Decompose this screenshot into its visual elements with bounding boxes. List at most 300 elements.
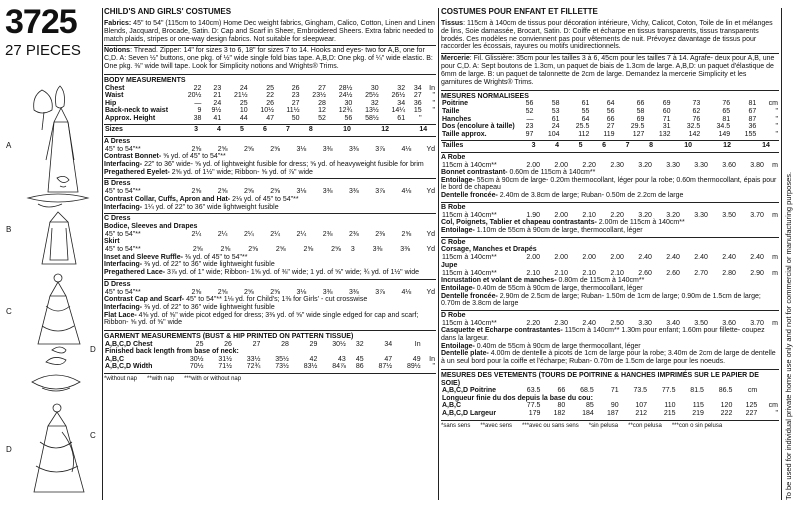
cell-value: 3.80 xyxy=(750,161,764,169)
cell-value: 58 xyxy=(636,107,645,115)
cell-value: 184 xyxy=(582,410,594,417)
cell-value: 84⅞ xyxy=(332,363,346,371)
cell-value: 23 xyxy=(291,92,300,100)
cell-value: 2⅝ xyxy=(401,230,412,238)
mesures-title: MESURES NORMALISEES xyxy=(441,92,529,100)
cell-value: 3.50 xyxy=(694,319,708,327)
cell-value: 115 xyxy=(692,402,704,410)
table-row xyxy=(441,270,779,278)
costume-figures xyxy=(2,82,102,502)
cell-value: 29.5 xyxy=(630,123,645,131)
cell-value: 2.00 xyxy=(526,254,540,262)
sizes-label: Tailles xyxy=(442,142,464,150)
cell-value: 56 xyxy=(344,114,353,122)
cell-value: 23 xyxy=(525,123,534,131)
cell-value: 71 xyxy=(662,115,671,123)
cell-value: 34 xyxy=(397,99,406,107)
divider xyxy=(441,202,779,203)
row-label: Approx. Height xyxy=(105,114,156,122)
cell-value: 30 xyxy=(344,99,353,107)
cell-value: 2⅜ xyxy=(322,230,333,238)
size-value: 10 xyxy=(343,126,351,134)
table-row xyxy=(441,320,779,328)
view-note: Interfacing- ⅜ yd. of 22" to 36" wide lightweight fusible xyxy=(104,303,275,311)
view-title: A Dress xyxy=(104,138,131,146)
cell-value: " xyxy=(432,363,435,371)
cell-value: 25.5 xyxy=(575,123,590,131)
view-note: Inset and Sleeve Ruffle- ⅜ yd. of 45" to 54"** xyxy=(104,253,248,261)
table-row xyxy=(441,387,779,395)
cell-value: — xyxy=(194,99,202,107)
size-value: 14 xyxy=(419,126,428,134)
table-row xyxy=(104,107,436,115)
view-note: Entoilage- 0.40m de 55cm à 90cm de large thermocollant, léger xyxy=(441,342,641,350)
vetements-table xyxy=(441,387,779,417)
yardage-table xyxy=(104,289,436,297)
figure-a-drawing xyxy=(34,86,78,192)
row-label: Hip xyxy=(105,99,117,107)
cell-value: 2⅝ xyxy=(191,188,202,196)
footer-note: *without nap xyxy=(104,376,138,382)
cell-value: 26 xyxy=(266,99,274,107)
size-value: 8 xyxy=(649,142,653,150)
cell-value: 2.10 xyxy=(610,269,624,277)
cell-value: 2⅝ xyxy=(217,188,228,196)
cell-value: 149 xyxy=(718,130,731,138)
cell-value: 85 xyxy=(585,402,594,410)
cell-value: 3⅜ xyxy=(322,188,333,196)
cell-value: 4⅛ xyxy=(401,145,412,153)
cell-value: 3⅞ xyxy=(375,288,385,296)
row-label: 45" to 54"** xyxy=(105,145,141,153)
cell-value: 36 xyxy=(748,123,757,131)
cell-value: 2⅝ xyxy=(217,288,228,296)
cell-value: 2.30 xyxy=(554,319,568,327)
cell-value: 2⅝ xyxy=(270,288,280,296)
cell-value: 2¼ xyxy=(191,230,202,238)
size-value: 4 xyxy=(217,126,221,134)
cell-value: 222 xyxy=(720,410,733,417)
cell-value: 34 xyxy=(413,84,422,92)
cell-value: 23½ xyxy=(312,92,326,100)
cell-value: 2.60 xyxy=(666,269,680,277)
row-label: Taille approx. xyxy=(442,130,487,138)
cell-value: 4⅛ xyxy=(401,288,412,296)
cell-value: 13½ xyxy=(365,107,379,115)
cell-value: Yd xyxy=(426,288,435,296)
yardage-table xyxy=(441,254,779,262)
french-column xyxy=(441,8,779,429)
table-row xyxy=(104,231,436,239)
view-note: Contrast Bonnet- ⅝ yd. of 45" to 54"** xyxy=(104,153,226,161)
view-note: Interfacing- 22" to 36" wide- ⅝ yd. of lightweight fusible for dress; ⅝ yd. of heavyweight fusible for brim xyxy=(104,161,424,169)
cell-value: In xyxy=(414,340,421,348)
cell-value: 64 xyxy=(581,115,590,123)
row-label: A,B,C,D Poitrine xyxy=(442,387,497,395)
cell-value: 155 xyxy=(744,130,757,138)
cell-value: 32 xyxy=(355,340,364,348)
row-label: Finished back length from base of neck: xyxy=(105,348,239,356)
cell-value: 2⅝ xyxy=(220,246,231,254)
english-column xyxy=(104,8,436,383)
cell-value: 3.30 xyxy=(694,161,708,169)
cell-value: 21 xyxy=(213,92,222,100)
row-label: Poitrine xyxy=(442,100,469,108)
en-title: CHILD'S AND GIRLS' COSTUMES xyxy=(104,7,232,16)
cell-value: 53 xyxy=(551,107,560,115)
cell-value: 3.20 xyxy=(638,161,652,169)
row-label: 45" to 54"** xyxy=(105,246,141,254)
cell-value: 28 xyxy=(318,99,326,107)
pattern-number: 3725 xyxy=(5,3,77,41)
cell-value: 2.40 xyxy=(582,319,596,327)
cell-value: 61 xyxy=(397,114,406,122)
view-title: D Dress xyxy=(104,280,131,288)
cell-value: 29 xyxy=(309,340,318,348)
cell-value: Yd xyxy=(426,230,435,238)
cell-value: 33½ xyxy=(246,355,261,363)
table-row xyxy=(104,92,436,100)
cell-value: 71 xyxy=(610,387,619,395)
divider xyxy=(441,310,779,311)
cell-value: 3.20 xyxy=(666,211,680,219)
cell-value: 2.10 xyxy=(582,211,596,219)
view-note: Bonnet contrastant- 0.60m de 115cm à 140cm** xyxy=(441,169,596,177)
row-label: A,B,C,D Width xyxy=(105,363,153,371)
cell-value: 50 xyxy=(291,114,300,122)
footer-note: *sin pelusa xyxy=(588,422,619,429)
size-value: 3 xyxy=(194,126,198,134)
footer-note: **avec sens xyxy=(480,422,513,429)
table-row xyxy=(441,410,779,418)
cell-value: 80 xyxy=(557,402,566,410)
cell-value: 3⅛ xyxy=(296,145,307,153)
row-label: Back-neck to waist xyxy=(105,107,169,115)
cell-value: 3⅞ xyxy=(375,188,385,196)
cell-value: 32 xyxy=(397,84,406,92)
footer-note: **con pelusa xyxy=(628,422,662,429)
cell-value: 64 xyxy=(606,100,615,108)
cell-value: 44 xyxy=(239,114,248,122)
cell-value: 27 xyxy=(318,84,326,92)
cell-value: 9 xyxy=(197,107,202,115)
cell-value: 27 xyxy=(606,123,615,131)
divider xyxy=(104,279,436,280)
cell-value: 3⅜ xyxy=(322,288,333,296)
cell-value: 3.60 xyxy=(722,319,736,327)
cell-value: m xyxy=(772,211,778,219)
row-label: Longueur finie du dos depuis la base du cou: xyxy=(442,394,593,402)
cell-value: 90 xyxy=(610,402,619,410)
cell-value: 73.5 xyxy=(633,387,648,395)
cell-value: 3.30 xyxy=(666,161,680,169)
cell-value: In xyxy=(429,355,435,363)
cell-value: 32 xyxy=(370,99,379,107)
cell-value: 52 xyxy=(525,107,534,115)
divider xyxy=(441,237,779,238)
yardage-table xyxy=(104,231,436,239)
body-measurements-title: BODY MEASUREMENTS xyxy=(104,76,186,84)
cell-value: 3.70 xyxy=(750,211,764,219)
fr-title: COSTUMES POUR ENFANT ET FILLETTE xyxy=(441,7,598,16)
table-row xyxy=(441,402,779,410)
footer-note: ***con o sin pelusa xyxy=(671,422,723,429)
garment-measurements-title: GARMENT MEASUREMENTS (BUST & HIP PRINTED ON PATTERN TISSUE) xyxy=(104,332,354,340)
row-label: Chest xyxy=(105,84,125,92)
cell-value: 81 xyxy=(722,115,731,123)
cell-value: 66 xyxy=(606,115,615,123)
cell-value: 76 xyxy=(692,115,701,123)
cell-value: 31 xyxy=(662,123,671,131)
row-label: 115cm à 140cm** xyxy=(442,161,497,169)
cell-value: 67 xyxy=(748,107,757,115)
cell-value: 3⅛ xyxy=(296,188,307,196)
row-label: A,B,C xyxy=(105,355,125,363)
cell-value: 60 xyxy=(662,107,671,115)
view-title: C Dress xyxy=(104,215,131,223)
row-label: 115cm à 140cm** xyxy=(442,319,497,327)
cell-value: 58½ xyxy=(365,114,379,122)
yardage-table xyxy=(441,212,779,220)
cell-value: 56 xyxy=(606,107,615,115)
fr-mercerie: Mercerie: Fil. Glissière: 35cm pour les tailles 3 à 6, 45cm pour les tailles 7 à 14. Agrafe- deux pour A,B, une pour C,D. A: Sept boutons de 1.3cm, un paquet de biais de 1.3cm de large. A,B,D: un paquet d'élastique de 6mm de large. B: un paquet de talonnette de 2cm de large. Demandez la mercerie Simplicity et les garnitures de Wrights® Trims. xyxy=(441,55,775,86)
cell-value: 2.40 xyxy=(750,254,764,262)
cell-value: 2⅝ xyxy=(217,145,228,153)
cell-value: 25 xyxy=(266,84,274,92)
mesures-table xyxy=(441,100,779,138)
footer-note: ***with or without nap xyxy=(184,376,242,382)
figure-label-d: D xyxy=(90,345,96,354)
view-note: Dentelle froncée- 2.90m de 2.5cm de large; Ruban- 1.50m de 1cm de large; 0.90m de 1.5cm de large; 0.70m de 3.8cm de large xyxy=(441,292,761,308)
cell-value: 2¼ xyxy=(244,230,254,238)
table-row xyxy=(441,162,779,170)
cell-value: 69 xyxy=(636,115,645,123)
cell-value: 81.5 xyxy=(690,387,704,395)
cell-value: 110 xyxy=(664,402,676,410)
view-title: B Dress xyxy=(104,180,131,188)
view-note: Contrast Collar, Cuffs, Apron and Hat- 2⅛ yd. of 45" to 54"** xyxy=(104,195,299,203)
cell-value: 127 xyxy=(632,130,645,138)
yardage-table xyxy=(441,320,779,328)
footer-note: *sans sens xyxy=(441,422,471,429)
cell-value: 26½ xyxy=(391,92,406,100)
cell-value: 61 xyxy=(581,100,590,108)
cell-value: 42 xyxy=(309,355,318,363)
view-title: D Robe xyxy=(441,311,466,319)
sizes-label: Sizes xyxy=(105,126,123,134)
cell-value: 2⅝ xyxy=(303,246,314,254)
en-fabrics: Fabrics: 45" to 54" (115cm to 140cm) Home Dec weight fabrics, Gingham, Calico, Cotton, Linen and Linen Blends, Jacquard, Brocade, Satin. D: Cap and Scarf in Sheer, Embroidered Sheers. Extra fabric needed to match plaids, stripes or one-way design fabrics. Not suitable for sleepwear. xyxy=(104,19,435,43)
footer-note: ***avec ou sans sens xyxy=(522,422,579,429)
divider-middle xyxy=(438,8,439,500)
view-note: Dentelle plate- 4.00m de dentelle à picots de 1cm de large pour la robe; 3.40m de 2cm de large de dentelle à un seul bord pour la coiffe et l'écharpe; Ruban- 0.70m de 1.5cm de large pour les noeuds. xyxy=(441,350,776,366)
cell-value: 25½ xyxy=(365,92,379,100)
fr-yardage xyxy=(441,154,779,366)
cell-value: 3.50 xyxy=(722,211,736,219)
vetements-title: MESURES DES VETEMENTS (TOURS DE POITRINE & HANCHES IMPRIMÉS SUR LE PAPIER DE SOIE) xyxy=(441,371,759,387)
cell-value: 41 xyxy=(213,114,222,122)
cell-value: 31½ xyxy=(218,355,232,363)
cell-value: 66 xyxy=(557,387,566,395)
fr-tissus: Tissus: 115cm à 140cm de tissus pour décoration intérieure, Vichy, Calicot, Coton, Toile de lin et mélanges de lins, Soie damassée, Brocart, Satin. D: Coiffe et écharpe en tissus transparents, tissus transparents brodés. Ces modèles ne conviennent pas pour vêtements de nuit. Prévoyez davantage de tissus pour raccorder les écossais, rayures ou motifs unidirectionnels. xyxy=(441,19,773,51)
table-row xyxy=(441,131,779,139)
fr-footer xyxy=(441,423,779,430)
cell-value: 2¼ xyxy=(296,230,307,238)
size-value: 8 xyxy=(308,126,313,134)
cell-value: 87 xyxy=(748,115,757,123)
spacer xyxy=(428,126,436,134)
view-note: Entoilage- 0.40m de 55cm à 90cm de large, thermocollant, léger xyxy=(441,284,643,292)
cell-value: 23 xyxy=(213,84,222,92)
row-label: 115cm à 140cm** xyxy=(442,269,497,277)
yardage-table xyxy=(441,270,779,278)
cell-value: 2.40 xyxy=(638,254,652,262)
en-yardage xyxy=(104,138,436,327)
cell-value: 2.40 xyxy=(666,254,680,262)
yardage-table xyxy=(441,162,779,170)
cell-value: 212 xyxy=(635,410,648,417)
cell-value: 28 xyxy=(281,340,289,348)
view-title: C Robe xyxy=(441,238,466,246)
cell-value: 34 xyxy=(384,340,393,348)
cell-value: 32.5 xyxy=(686,123,701,131)
view-note: Pregathered Eyelet- 2⅝ yd. of 1½" wide; Ribbon- ⅝ yd. of ⅞" wide xyxy=(104,168,313,176)
table-row xyxy=(104,146,436,154)
cell-value: 26 xyxy=(291,84,300,92)
cell-value: 63.5 xyxy=(526,387,541,395)
row-label: 115cm à 140cm** xyxy=(442,254,497,262)
cell-value: 3.40 xyxy=(666,319,680,327)
sizes-row xyxy=(441,142,779,150)
view-subtitle: Skirt xyxy=(104,238,120,246)
cell-value: 187 xyxy=(606,410,619,417)
cell-value: 43 xyxy=(338,355,346,363)
cell-value: 3⅛ xyxy=(296,288,307,296)
view-note: Interfacing- ⅜ yd. of 22" to 36" wide lightweight fusible xyxy=(104,261,275,269)
cell-value: 15 xyxy=(413,107,422,115)
cell-value: 2⅜ xyxy=(349,230,359,238)
cell-value: " xyxy=(775,115,778,123)
sizes-row xyxy=(104,126,436,134)
row-label: 115cm à 140cm** xyxy=(442,211,497,219)
cell-value: 2.50 xyxy=(610,319,624,327)
cell-value: 2⅝ xyxy=(270,145,280,153)
figure-label-d2: D xyxy=(6,445,12,454)
cell-value: 49 xyxy=(412,355,421,363)
figure-label-b: B xyxy=(6,225,12,234)
cell-value: 182 xyxy=(553,410,566,417)
cell-value xyxy=(423,115,436,123)
cell-value: 27 xyxy=(291,99,300,107)
size-value: 6 xyxy=(262,126,267,134)
cell-value: 3.30 xyxy=(638,319,652,327)
cell-value: 52 xyxy=(318,114,326,122)
cell-value: 77.5 xyxy=(526,402,541,410)
cell-value: " xyxy=(775,410,778,417)
cell-value: 68.5 xyxy=(580,387,594,395)
cell-value: 24 xyxy=(213,99,222,107)
cell-value: " xyxy=(432,107,435,115)
cell-value: m xyxy=(772,161,778,169)
cell-value: 3⅜ xyxy=(372,246,383,254)
view-note: Interfacing- 1¼ yd. of 22" to 36" wide lightweight fusible xyxy=(104,203,279,211)
yardage-table xyxy=(104,246,436,254)
cell-value: Yd xyxy=(426,145,435,153)
tailles-row xyxy=(441,142,779,150)
divider xyxy=(104,178,436,179)
cell-value: 25 xyxy=(239,99,248,107)
table-row xyxy=(104,85,436,93)
size-value: 12 xyxy=(381,126,390,134)
row-label: Dos (encolure à taille) xyxy=(442,123,515,131)
view-note: Dentelle froncée- 2.40m de 3.8cm de large; Ruban- 0.50m de 2.2cm de large xyxy=(441,192,684,200)
cell-value: 26 xyxy=(224,340,232,348)
table-row xyxy=(441,254,779,262)
figure-c-drawing xyxy=(38,274,80,344)
cell-value: m xyxy=(772,269,778,277)
view-subtitle: Jupe xyxy=(441,261,458,269)
cell-value: 71½ xyxy=(218,363,232,371)
view-note: Incrustation et volant de manches- 0.80m de 115cm à 140cm** xyxy=(441,277,645,285)
cell-value: 76 xyxy=(722,100,731,108)
cell-value: 30½ xyxy=(332,340,346,348)
cell-value: 55 xyxy=(581,107,590,115)
table-row xyxy=(104,115,436,123)
body-measurements-table xyxy=(104,85,436,123)
cell-value: 10 xyxy=(239,107,248,115)
table-row xyxy=(441,108,779,116)
cell-value: 56 xyxy=(525,100,534,108)
cell-value: 2.00 xyxy=(554,161,568,169)
size-value: 3 xyxy=(531,142,536,150)
cell-value: 132 xyxy=(658,130,671,138)
divider xyxy=(104,213,436,214)
cell-value: 11½ xyxy=(286,107,300,115)
cell-value: 12 xyxy=(318,107,326,115)
cell-value: 107 xyxy=(635,402,648,410)
cell-value: 125 xyxy=(745,402,758,410)
cell-value: 14¼ xyxy=(391,107,406,115)
view-note: Casquette et Echarpe contrastantes- 115cm à 140cm** 1.30m pour enfant; 1.60m pour fillette- coupez dans la largeur. xyxy=(441,327,765,342)
cell-value: 215 xyxy=(663,410,676,417)
cell-value: 24½ xyxy=(338,92,353,100)
cell-value: 120 xyxy=(720,402,733,410)
cell-value: 2⅝ xyxy=(331,246,341,254)
figure-b-drawing xyxy=(28,176,88,264)
cell-value: 2.60 xyxy=(638,269,652,277)
view-title: B Robe xyxy=(441,203,466,211)
cell-value: 58 xyxy=(551,100,560,108)
size-value: 5 xyxy=(578,142,583,150)
cell-value: 30 xyxy=(370,84,379,92)
cell-value: 36 xyxy=(413,99,422,107)
row-label: Taille xyxy=(442,107,460,115)
cell-value: 45 xyxy=(355,355,364,363)
size-value: 12 xyxy=(723,142,731,150)
cell-value: 104 xyxy=(547,130,560,138)
view-subtitle: Bodice, Sleeves and Drapes xyxy=(104,223,198,231)
cell-value: 2¼ xyxy=(270,230,280,238)
cell-value: 2.40 xyxy=(694,254,708,262)
pieces-count: 27 PIECES xyxy=(5,42,81,59)
cell-value: 27 xyxy=(413,92,422,100)
en-notions: Notions: Thread. Zipper: 14" for sizes 3 to 6, 18" for sizes 7 to 14. Hooks and eyes- two for A,B, one for C,D. A: Seven ½" buttons, one pkg. of ½" wide single fold bias tape. A,B,D: One pkg. of ¼" wide elastic. B: One pkg. ⅜" wide twill tape. Look for Simplicity notions and Wrights® Trims. xyxy=(104,47,433,71)
cell-value: " xyxy=(775,107,778,115)
cell-value: 142 xyxy=(688,130,701,138)
cell-value: " xyxy=(775,130,778,138)
cell-value: 83½ xyxy=(303,363,318,371)
cell-value: 47 xyxy=(266,114,274,122)
